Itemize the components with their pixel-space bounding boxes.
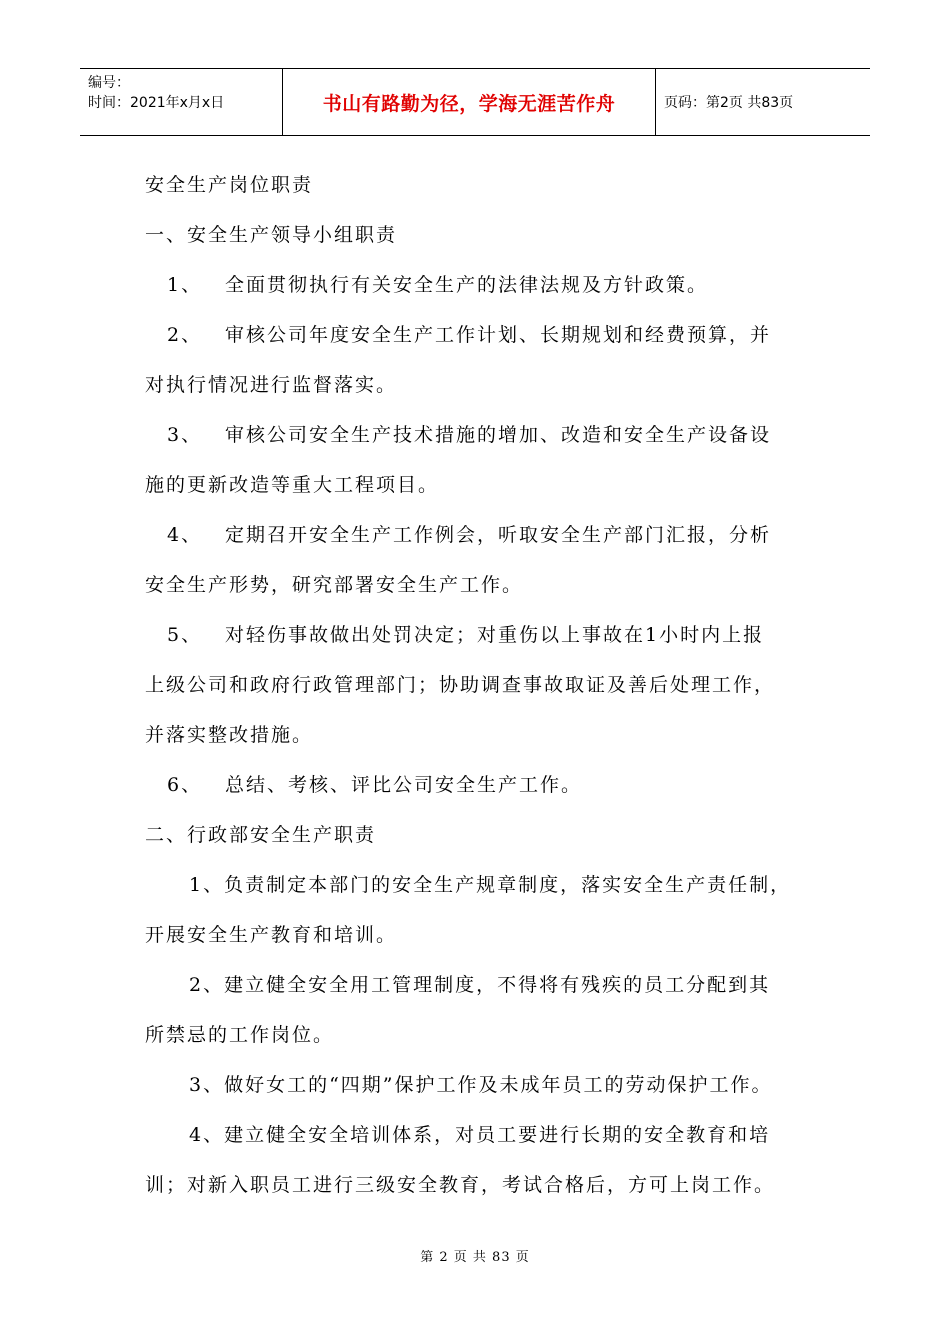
list-item <box>145 310 815 360</box>
list-item: 2、建立健全安全用工管理制度，不得将有残疾的员工分配到其 <box>189 974 771 996</box>
list-item <box>145 260 815 310</box>
document-date-label: 时间：2021年x月x日 <box>88 95 225 111</box>
list-item: 3、做好女工的“四期”保护工作及未成年员工的劳动保护工作。 <box>189 1074 773 1096</box>
item-text: 全面贯彻执行有关安全生产的法律法规及方针政策。 <box>225 274 709 296</box>
page-footer: 第 2 页 共 83 页 <box>420 1250 530 1265</box>
item-number: 4、 <box>167 524 203 546</box>
item-text-continuation: 施的更新改造等重大工程项目。 <box>145 474 440 496</box>
header-page-label: 页码：第2页 共83页 <box>664 95 794 111</box>
item-text-continuation: 对执行情况进行监督落实。 <box>145 374 398 396</box>
list-item: 1、负责制定本部门的安全生产规章制度，落实安全生产责任制， <box>189 874 792 896</box>
item-text-continuation: 开展安全生产教育和培训。 <box>145 924 398 946</box>
list-item <box>145 760 815 810</box>
item-number: 6、 <box>167 774 203 796</box>
document-body <box>145 160 815 1210</box>
document-code-label: 编号： <box>88 75 130 91</box>
section-heading: 二、行政部安全生产职责 <box>145 824 377 846</box>
item-text-continuation: 上级公司和政府行政管理部门；协助调查事故取证及善后处理工作， <box>145 674 776 696</box>
item-number: 1、 <box>167 274 203 296</box>
item-text: 对轻伤事故做出处罚决定；对重伤以上事故在1小时内上报 <box>225 624 765 646</box>
item-text: 审核公司年度安全生产工作计划、长期规划和经费预算，并 <box>225 324 772 346</box>
page-header <box>80 68 870 136</box>
item-text-continuation: 所禁忌的工作岗位。 <box>145 1024 335 1046</box>
list-item <box>145 410 815 460</box>
item-text-continuation: 安全生产形势，研究部署安全生产工作。 <box>145 574 524 596</box>
item-number: 2、 <box>167 324 203 346</box>
item-number: 5、 <box>167 624 203 646</box>
header-info-cell <box>80 69 283 135</box>
list-item: 4、建立健全安全培训体系，对员工要进行长期的安全教育和培 <box>189 1124 771 1146</box>
item-number: 3、 <box>167 424 203 446</box>
header-motto: 书山有路勤为径，学海无涯苦作舟 <box>283 69 656 135</box>
item-text: 审核公司安全生产技术措施的增加、改造和安全生产设备设 <box>225 424 772 446</box>
item-text-continuation: 并落实整改措施。 <box>145 724 314 746</box>
item-text-continuation: 训；对新入职员工进行三级安全教育，考试合格后，方可上岗工作。 <box>145 1174 776 1196</box>
item-text: 总结、考核、评比公司安全生产工作。 <box>225 774 583 796</box>
document-title: 安全生产岗位职责 <box>145 174 314 196</box>
section-heading: 一、安全生产领导小组职责 <box>145 224 398 246</box>
item-text: 定期召开安全生产工作例会，听取安全生产部门汇报，分析 <box>225 524 772 546</box>
list-item <box>145 510 815 560</box>
list-item <box>145 610 815 660</box>
